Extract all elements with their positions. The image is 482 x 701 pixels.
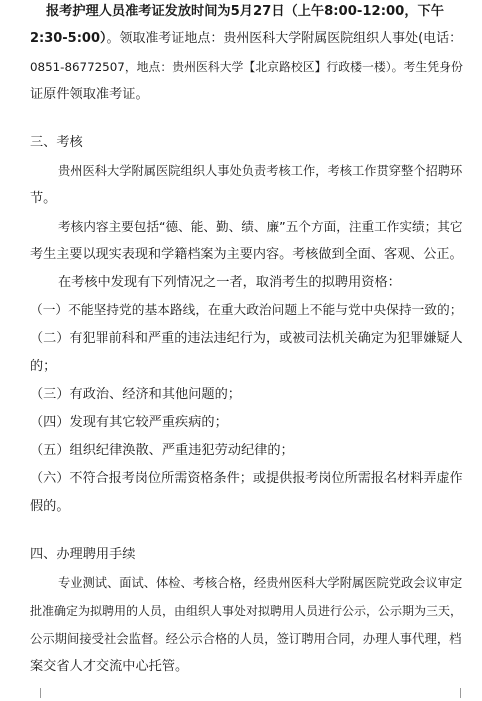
section3-p2-line2: 考生主要以现实表现和学籍档案为主要内容。考核做到全面、客观、公正。 bbox=[30, 247, 463, 262]
section3-item1: （一）不能坚持党的基本路线，在重大政治问题上不能与党中央保持一致的； bbox=[30, 303, 463, 318]
section3-item6-line2: 假的。 bbox=[30, 499, 70, 514]
intro-line-3: 0851-86772507，地点：贵州医科大学【北京路校区】行政楼一楼）。考生凭身份 bbox=[30, 60, 463, 74]
section3-p1-line1: 贵州医科大学附属医院组织人事处负责考核工作，考核工作贯穿整个招聘环 bbox=[58, 164, 463, 178]
section3-item4: （四）发现有其它较严重疾病的； bbox=[30, 415, 228, 430]
section3-item6-line1: （六）不符合报考岗位所需资格条件；或提供报考岗位所需报名材料弄虚作 bbox=[30, 471, 463, 486]
intro-line-4: 证原件领取准考证。 bbox=[30, 87, 149, 102]
section3-item2-line1: （二）有犯罪前科和严重的违法违纪行为，或被司法机关确定为犯罪嫌疑人 bbox=[30, 331, 463, 346]
crop-mark-bottom-left bbox=[30, 688, 41, 698]
section3-item5: （五）组织纪律涣散、严重违犯劳动纪律的； bbox=[30, 443, 294, 458]
crop-mark-bottom-right bbox=[460, 688, 471, 698]
intro-line-1: 报考护理人员准考证发放时间为5月27日（上午8:00-12:00，下午 bbox=[46, 4, 444, 19]
section4-p1-line4: 案交省人才交流中心托管。 bbox=[30, 659, 189, 674]
section4-heading: 四、办理聘用手续 bbox=[30, 547, 136, 562]
section3-item3: （三）有政治、经济和其他问题的； bbox=[30, 387, 241, 402]
section3-p2-line1: 考核内容主要包括“德、能、勤、绩、廉”五个方面，注重工作实绩；其它 bbox=[58, 219, 463, 234]
intro-time-bold: 2:30-5:00） bbox=[30, 31, 107, 46]
section4-p1-line1: 专业测试、面试、体检、考核合格，经贵州医科大学附属医院党政会议审定 bbox=[58, 576, 463, 590]
section3-heading: 三、考核 bbox=[30, 135, 83, 150]
section3-p3: 在考核中发现有下列情况之一者，取消考生的拟聘用资格： bbox=[58, 275, 401, 290]
section4-p1-line3: 公示期间接受社会监督。经公示合格的人员，签订聘用合同，办理人事代理，档 bbox=[30, 632, 462, 646]
section4-p1-line2: 批准确定为拟聘用的人员，由组织人事处对拟聘用人员进行公示，公示期为三天， bbox=[30, 604, 463, 618]
intro-line-2 bbox=[30, 30, 462, 48]
section3-p1-line2: 节。 bbox=[30, 191, 57, 206]
section3-item2-line2: 的； bbox=[30, 359, 57, 374]
intro-location-text: 。领取准考证地点：贵州医科大学附属医院组织人事处(电话： bbox=[106, 31, 463, 46]
